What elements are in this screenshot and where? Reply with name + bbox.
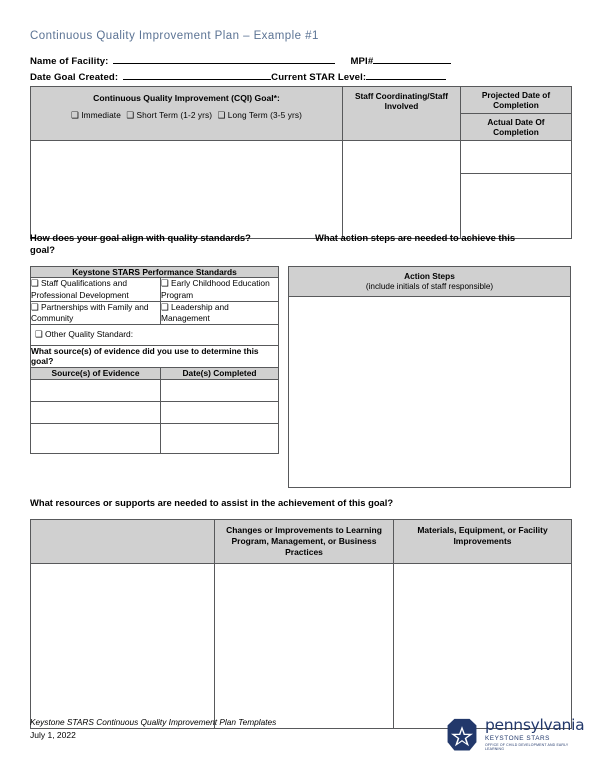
cqi-goal-input-cell[interactable]: [31, 141, 343, 239]
checkbox-icon[interactable]: ❑: [71, 110, 79, 121]
option-label-immediate: Immediate: [81, 109, 121, 120]
checkbox-icon[interactable]: ❑: [31, 279, 39, 290]
action-steps-header: [289, 267, 571, 297]
keystone-standards-table: [30, 266, 279, 454]
option-label-short-term: Short Term (1-2 yrs): [136, 109, 213, 120]
resources-col3-cell[interactable]: [394, 564, 572, 729]
standards-title-row: [31, 267, 279, 278]
projected-date-header: Projected Date of Completion: [461, 87, 572, 114]
evidence-row: [31, 379, 279, 401]
checkbox-icon[interactable]: ❑: [161, 302, 169, 313]
footer-title: Keystone STARS Continuous Quality Improvement Plan Templates: [30, 717, 277, 727]
question-goal-alignment-line1: How does your goal align with quality standards?: [30, 232, 251, 243]
projected-date-input-cell[interactable]: [461, 141, 572, 174]
staff-involved-header: Staff Coordinating/Staff Involved: [343, 87, 461, 141]
actual-date-input-cell[interactable]: [461, 174, 572, 239]
standards-option-label: Early Childhood Education Program: [161, 278, 270, 300]
action-steps-table: [288, 266, 571, 488]
logo-keystone-stars-text: KEYSTONE STARS: [485, 734, 550, 742]
action-steps-subtitle: (include initials of staff responsible): [365, 281, 494, 291]
standards-option-partnerships[interactable]: [31, 301, 161, 325]
label-mpi: MPI#: [350, 56, 374, 67]
page-title: Continuous Quality Improvement Plan – Example #1: [30, 30, 319, 42]
action-body-row: [289, 297, 571, 488]
input-date-goal-created[interactable]: [123, 68, 271, 80]
actual-date-header: Actual Date Of Completion: [461, 114, 572, 141]
checkbox-icon[interactable]: ❑: [31, 302, 39, 313]
standards-option-early-childhood[interactable]: [161, 278, 279, 302]
standards-option-row-3: [31, 325, 279, 345]
checkbox-icon[interactable]: ❑: [35, 330, 43, 341]
header-row-facility: [30, 52, 451, 67]
input-name-of-facility[interactable]: [113, 52, 335, 64]
evidence-source-cell[interactable]: [31, 423, 161, 453]
evidence-question: What source(s) of evidence did you use to determine this goal?: [31, 345, 279, 368]
header-row-date: [30, 68, 446, 83]
standards-option-label: Other Quality Standard:: [45, 329, 134, 340]
checkbox-icon[interactable]: ❑: [126, 110, 135, 121]
cqi-goal-header-cell: [31, 87, 343, 141]
cqi-goal-title: Continuous Quality Improvement (CQI) Goal*:: [93, 93, 280, 103]
label-current-star-level: Current STAR Level:: [271, 72, 367, 83]
question-resources: What resources or supports are needed to assist in the achievement of this goal?: [30, 497, 394, 508]
resources-col1-header: [31, 520, 215, 564]
standards-option-label: Leadership and Management: [161, 301, 229, 323]
standards-option-leadership[interactable]: [161, 301, 279, 325]
evidence-question-row: [31, 345, 279, 368]
resources-col2-cell[interactable]: [215, 564, 394, 729]
action-steps-title: Action Steps: [404, 271, 455, 281]
evidence-header-row: [31, 368, 279, 379]
label-date-goal-created: Date Goal Created:: [30, 72, 119, 83]
evidence-date-header: Date(s) Completed: [161, 368, 279, 379]
question-goal-alignment-line2: goal?: [30, 244, 55, 256]
footer-date: July 1, 2022: [30, 729, 76, 740]
label-name-of-facility: Name of Facility:: [30, 56, 109, 67]
question-action-steps: What action steps are needed to achieve this: [315, 232, 516, 243]
keystone-star-icon: [443, 717, 481, 755]
checkbox-icon[interactable]: ❑: [217, 110, 226, 121]
standards-option-label: Partnerships with Family and Community: [31, 301, 149, 323]
pennsylvania-logo: [443, 713, 585, 759]
resources-header-row: [31, 520, 572, 564]
standards-option-other[interactable]: [31, 325, 279, 345]
cqi-header-row: [31, 87, 572, 114]
option-label-long-term: Long Term (3-5 yrs): [227, 109, 302, 120]
input-current-star-level[interactable]: [366, 68, 446, 80]
resources-col2-header: Changes or Improvements to Learning Program, Management, or Business Practices: [215, 520, 394, 564]
staff-involved-input-cell[interactable]: [343, 141, 461, 239]
evidence-source-header: Source(s) of Evidence: [31, 368, 161, 379]
evidence-row: [31, 401, 279, 423]
question-goal-alignment: [30, 232, 310, 256]
checkbox-icon[interactable]: ❑: [161, 279, 169, 290]
standards-option-staff-qualifications[interactable]: [31, 278, 161, 302]
logo-pennsylvania-text: pennsylvania: [485, 716, 585, 734]
standards-option-row-1: [31, 278, 279, 302]
cqi-goal-options: [35, 109, 338, 121]
footer: [30, 716, 276, 742]
evidence-row: [31, 423, 279, 453]
action-header-row: [289, 267, 571, 297]
cqi-body-row: [31, 141, 572, 174]
logo-ocdel-tagline: OFFICE OF CHILD DEVELOPMENT AND EARLY LEARNING: [485, 743, 569, 751]
evidence-date-cell[interactable]: [161, 379, 279, 401]
standards-title: Keystone STARS Performance Standards: [31, 267, 279, 278]
evidence-date-cell[interactable]: [161, 423, 279, 453]
input-mpi[interactable]: [373, 52, 451, 64]
evidence-source-cell[interactable]: [31, 379, 161, 401]
cqi-goal-table: [30, 86, 572, 239]
standards-option-label: Staff Qualifications and Professional Development: [31, 278, 129, 300]
resources-table: [30, 519, 572, 729]
resources-col1-cell[interactable]: [31, 564, 215, 729]
standards-option-row-2: [31, 301, 279, 325]
logo-wordmark: [485, 718, 584, 751]
resources-body-row: [31, 564, 572, 729]
resources-col3-header: Materials, Equipment, or Facility Improvements: [394, 520, 572, 564]
evidence-source-cell[interactable]: [31, 401, 161, 423]
action-steps-input-cell[interactable]: [289, 297, 571, 488]
evidence-date-cell[interactable]: [161, 401, 279, 423]
